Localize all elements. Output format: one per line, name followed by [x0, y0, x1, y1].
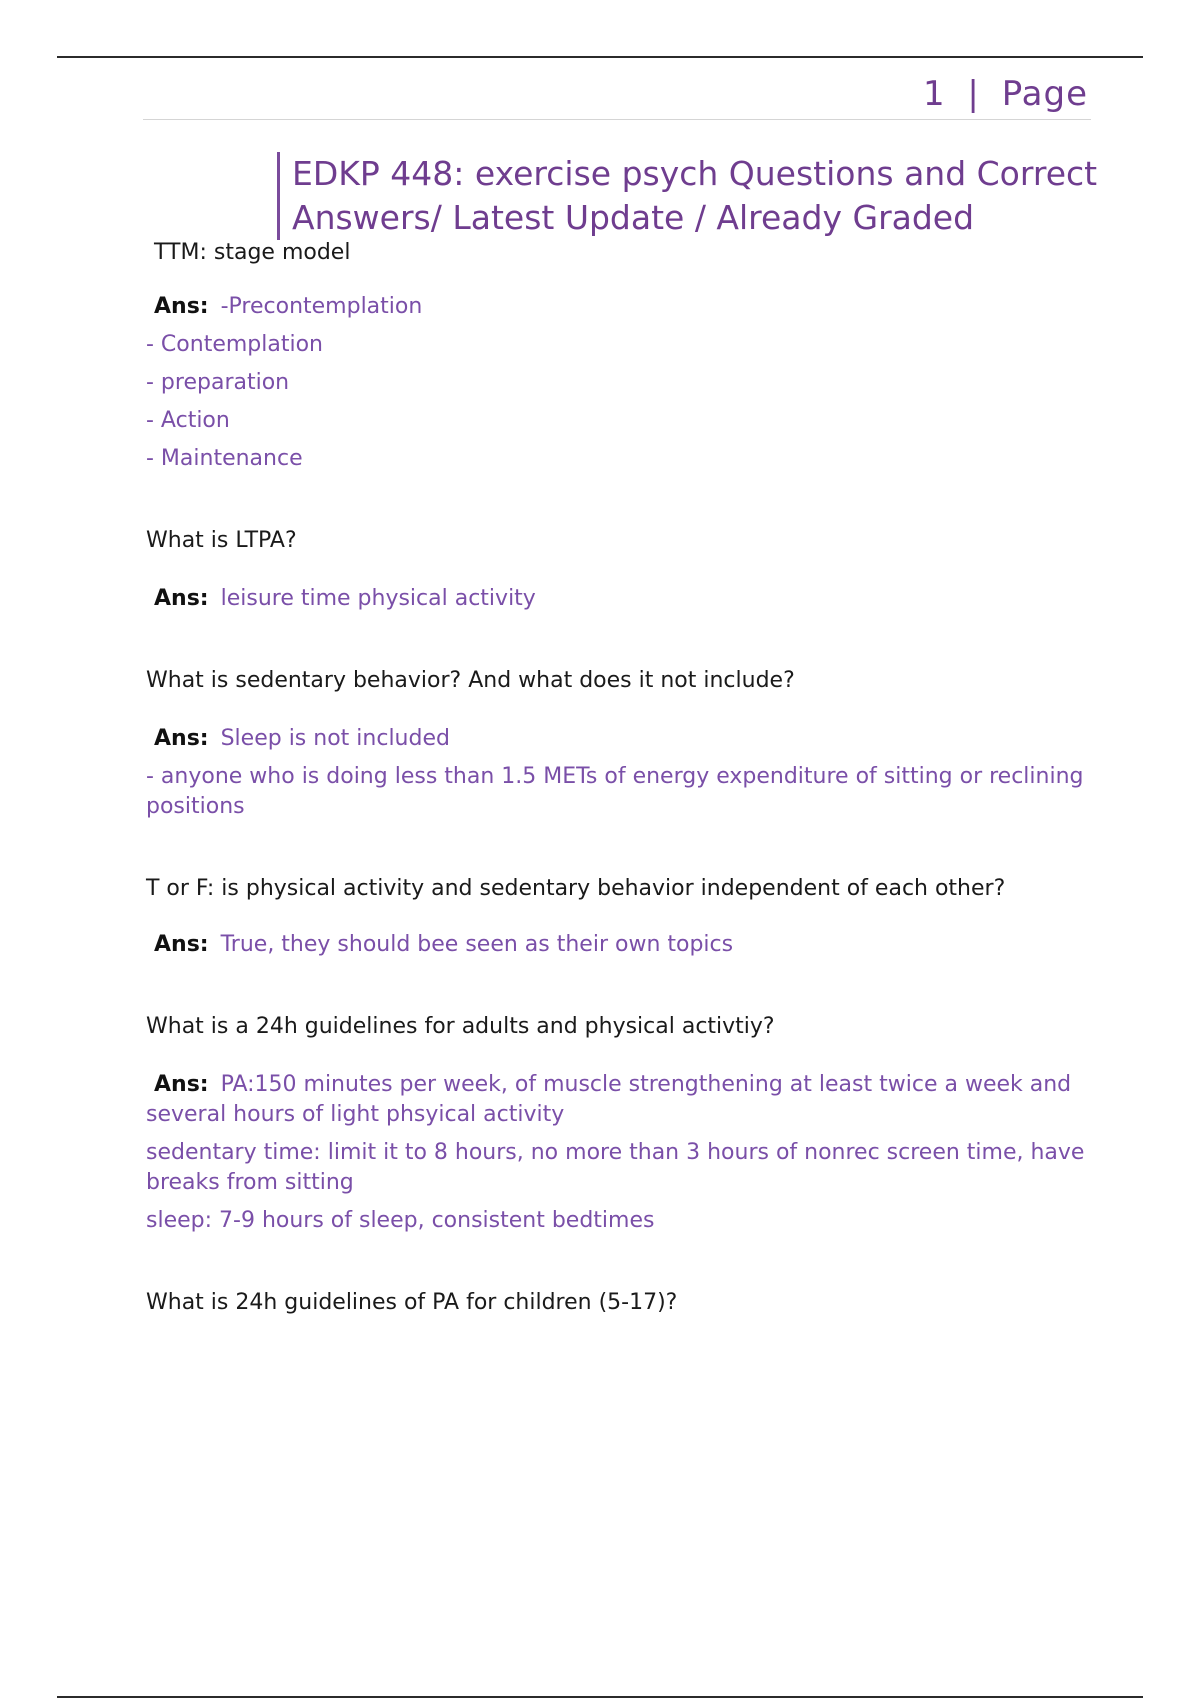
document-title [277, 152, 1122, 240]
ans-label: Ans: [154, 294, 209, 319]
answer-adult-guidelines [146, 1070, 1086, 1130]
question-true-false: T or F: is physical activity and sedentary behavior independent of each other? [146, 876, 1006, 901]
title-line-1: EDKP 448: exercise psych Questions and Correct [292, 154, 1098, 193]
ans-label: Ans: [154, 726, 209, 751]
answer-line: - Maintenance [146, 446, 303, 471]
question-sedentary: What is sedentary behavior? And what does it not include? [146, 668, 795, 693]
answer-line: PA:150 minutes per week, of muscle strengthening at least twice a week and several hours of light phsyical activity [146, 1072, 1072, 1127]
question-ltpa: What is LTPA? [146, 528, 297, 553]
bottom-rule [57, 1696, 1143, 1698]
answer-line: - preparation [146, 370, 290, 395]
answer-sedentary [146, 724, 1086, 754]
answer-line: -Precontemplation [220, 294, 423, 319]
answer-line: Sleep is not included [220, 726, 450, 751]
answer-line: sleep: 7-9 hours of sleep, consistent bedtimes [146, 1208, 655, 1233]
header-divider [143, 119, 1091, 120]
qa-content [146, 238, 1086, 1318]
answer-line: leisure time physical activity [220, 586, 536, 611]
page-number: 1 | Page [922, 74, 1088, 114]
answer-line: True, they should bee seen as their own topics [220, 932, 734, 957]
ans-label: Ans: [154, 586, 209, 611]
question-ttm: TTM: stage model [154, 240, 351, 265]
ans-label: Ans: [154, 932, 209, 957]
answer-true-false [146, 930, 1086, 960]
answer-line: sedentary time: limit it to 8 hours, no more than 3 hours of nonrec screen time, have breaks from sitting [146, 1140, 1085, 1195]
answer-line: - Action [146, 408, 230, 433]
top-rule [57, 56, 1143, 58]
answer-ttm [146, 292, 1086, 322]
question-adult-guidelines: What is a 24h guidelines for adults and physical activtiy? [146, 1014, 775, 1039]
question-child-guidelines: What is 24h guidelines of PA for children (5-17)? [146, 1290, 678, 1315]
title-line-2: Answers/ Latest Update / Already Graded [292, 198, 975, 237]
answer-line: - Contemplation [146, 332, 323, 357]
answer-line: - anyone who is doing less than 1.5 METs of energy expenditure of sitting or reclining positions [146, 764, 1084, 819]
answer-ltpa [146, 584, 1086, 614]
ans-label: Ans: [154, 1072, 209, 1097]
